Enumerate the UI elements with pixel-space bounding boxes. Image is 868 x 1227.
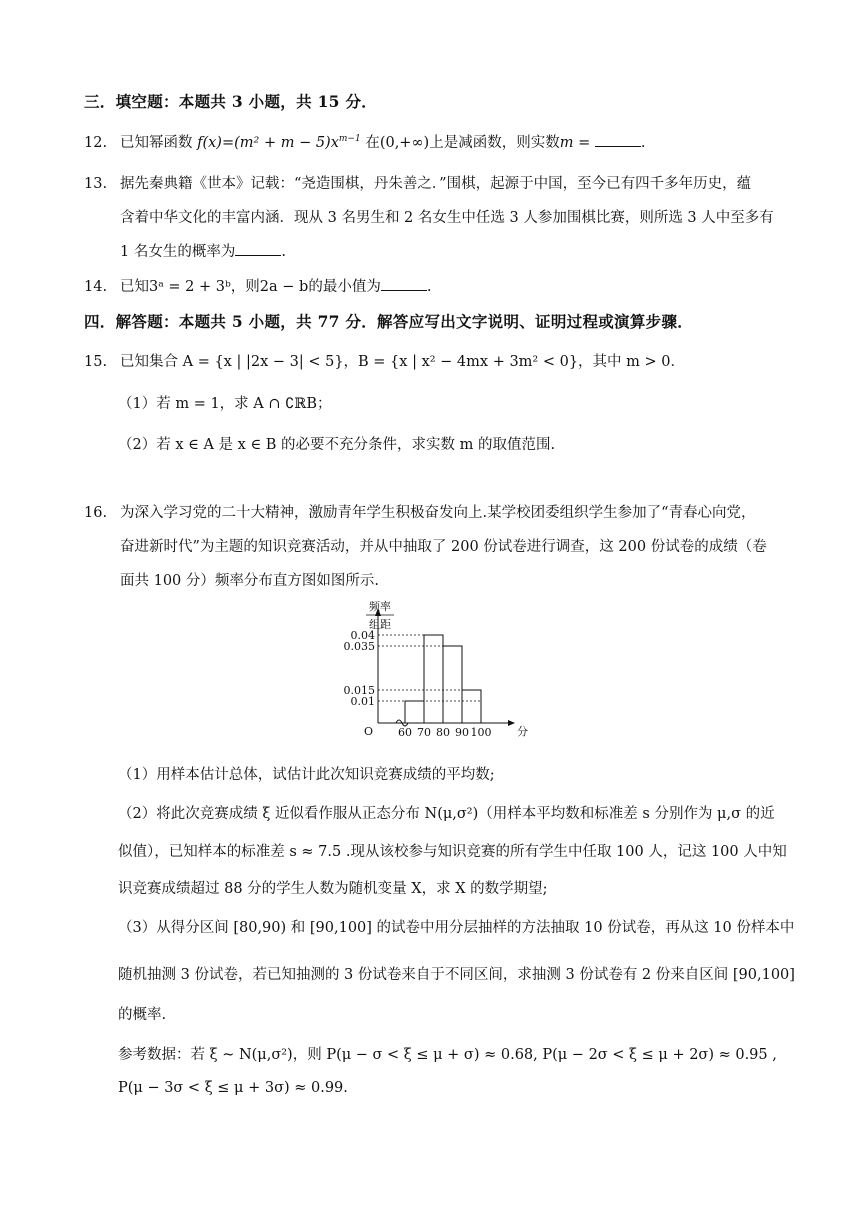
section-heading-fill-in: 三．填空题：本题共 3 小题，共 15 分． — [84, 92, 378, 111]
question-16-part-3-line-1: （3）从得分区间 [80,90) 和 [90,100] 的试卷中用分层抽样的方法抽取 10 份试卷，再从这 10 份样本中 — [118, 920, 795, 936]
histogram-svg — [330, 598, 540, 748]
question-13-line-2: 含着中华文化的丰富内涵．现从 3 名男生和 2 名女生中任选 3 人参加围棋比赛，则所选 3 人中至多有 — [120, 210, 774, 226]
question-15-part-1: （1）若 m = 1，求 A ∩ ∁ℝB； — [118, 396, 332, 412]
question-number: 12. — [84, 135, 108, 151]
question-number: 14. — [84, 279, 108, 295]
question-13-line-1: 13. 据先秦典籍《世本》记载：“尧造围棋，丹朱善之．”围棋，起源于中国，至今已有四千多年历史，蕴 — [84, 176, 752, 192]
histogram-bar — [443, 646, 462, 723]
question-number: 13. — [84, 176, 108, 192]
question-16-part-2-line-3: 识竞赛成绩超过 88 分的学生人数为随机变量 X，求 X 的数学期望; — [118, 881, 548, 897]
x-tick-label: 90 — [455, 726, 469, 739]
x-axis-arrow — [508, 720, 515, 726]
y-tick-label: 0.04 — [350, 629, 375, 642]
y-tick-label: 0.01 — [350, 695, 375, 708]
reference-data-line-1: 参考数据：若 ξ ~ N(μ,σ²)，则 P(μ − σ < ξ ≤ μ + σ) ≈ 0.68, P(μ − 2σ < ξ ≤ μ + 2σ) ≈ 0.95 , — [118, 1047, 777, 1063]
x-tick-label: 100 — [470, 726, 492, 739]
answer-blank — [595, 134, 641, 147]
section-heading-solutions: 四．解答题：本题共 5 小题，共 77 分．解答应写出文字说明、证明过程或演算步骤． — [84, 312, 694, 331]
histogram-bar — [462, 690, 481, 723]
x-axis-label: 分 — [517, 725, 528, 738]
x-tick-label: 70 — [417, 726, 431, 739]
histogram-bar — [405, 701, 424, 723]
question-16-part-2-line-2: 似值），已知样本的标准差 s ≈ 7.5 .现从该校参与知识竞赛的所有学生中任取 100 人，记这 100 人中知 — [118, 844, 787, 860]
x-tick-label: 80 — [436, 726, 450, 739]
question-number: 15. — [84, 354, 108, 370]
origin-label: O — [364, 725, 374, 738]
reference-data-line-2: P(μ − 3σ < ξ ≤ μ + 3σ) ≈ 0.99. — [118, 1080, 348, 1096]
y-label-denominator: 组距 — [369, 618, 391, 631]
question-15-part-2: （2）若 x ∈ A 是 x ∈ B 的必要不充分条件，求实数 m 的取值范围. — [118, 437, 556, 453]
question-16-part-2-line-1: （2）将此次竞赛成绩 ξ 近似看作服从正态分布 N(μ,σ²)（用样本平均数和标准差 s 分别作为 μ,σ 的近 — [118, 806, 775, 822]
y-label-numerator: 频率 — [369, 600, 391, 613]
question-16-line-1: 16. 为深入学习党的二十大精神，激励青年学生积极奋发向上.某学校团委组织学生参加了“青春心向党， — [84, 505, 756, 521]
frequency-histogram — [330, 598, 540, 748]
question-16-line-3: 面共 100 分）频率分布直方图如图所示. — [120, 573, 380, 589]
question-16-part-3-line-3: 的概率. — [118, 1007, 167, 1023]
question-16-part-3-line-2: 随机抽测 3 份试卷，若已知抽测的 3 份试卷来自于不同区间，求抽测 3 份试卷有 2 份来自区间 [90,100] — [118, 967, 795, 983]
y-tick-label: 0.035 — [343, 640, 375, 653]
question-12: 12. 已知幂函数 $f(x)=(m^2 + m - 5)x^{m-1}$ 在(0,+∞)上是减函数，则实数m = . — [84, 134, 646, 151]
question-15: 15. 已知集合 A = {x | |2x − 3| < 5}，B = {x | x² − 4mx + 3m² < 0}，其中 m > 0． — [84, 354, 686, 370]
y-tick-label: 0.015 — [343, 684, 375, 697]
question-number: 16. — [84, 505, 108, 521]
question-16-part-1: （1）用样本估计总体，试估计此次知识竞赛成绩的平均数; — [118, 767, 495, 783]
answer-blank — [381, 278, 427, 291]
histogram-bar — [424, 635, 443, 723]
x-tick-label: 60 — [398, 726, 412, 739]
question-14: 14. 已知3ᵃ = 2 + 3ᵇ，则2a − b的最小值为 . — [84, 279, 432, 295]
question-16-line-2: 奋进新时代”为主题的知识竞赛活动，并从中抽取了 200 份试卷进行调查，这 200 份试卷的成绩（卷 — [120, 539, 767, 555]
question-13-line-3: 1 名女生的概率为 . — [120, 244, 286, 260]
answer-blank — [235, 243, 281, 256]
